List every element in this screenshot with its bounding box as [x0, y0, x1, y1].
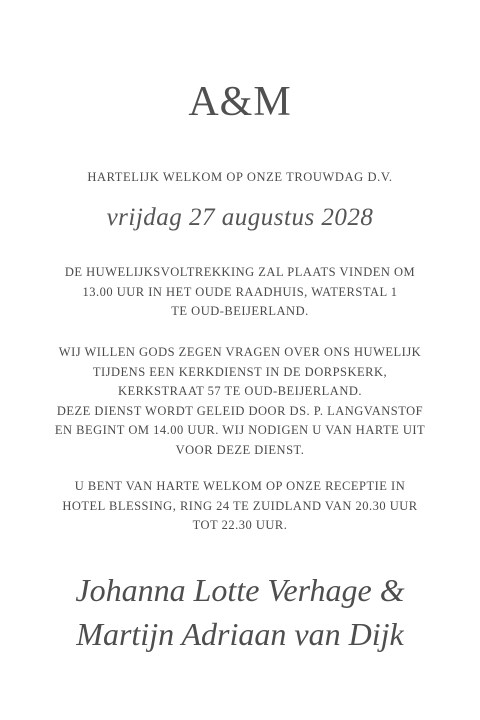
reception-paragraph — [20, 477, 460, 536]
church-line: VOOR DEZE DIENST. — [175, 442, 305, 457]
wedding-date: vrijdag 27 augustus 2028 — [106, 204, 374, 231]
church-paragraph — [20, 343, 460, 460]
church-line: TIJDENS EEN KERKDIENST IN DE DORPSKERK, — [92, 364, 388, 379]
groom-name: Martijn Adriaan van Dijk — [76, 616, 404, 652]
reception-line: HOTEL BLESSING, RING 24 TE ZUIDLAND VAN 20.30 UUR — [62, 498, 418, 513]
ceremony-line: DE HUWELIJKSVOLTREKKING ZAL PLAATS VINDEN OM — [64, 265, 416, 279]
church-line: KERKSTRAAT 57 TE OUD-BEIJERLAND. — [117, 384, 362, 398]
church-line: DEZE DIENST WORDT GELEID DOOR DS. P. LANGVANSTOF — [56, 403, 424, 418]
monogram: A&M — [188, 79, 292, 125]
ceremony-line: TE OUD-BEIJERLAND. — [171, 304, 309, 318]
ceremony-paragraph — [20, 263, 460, 322]
ceremony-line: 13.00 UUR IN HET OUDE RAADHUIS, WATERSTAL 1 — [82, 284, 398, 299]
reception-line: TOT 22.30 UUR. — [192, 518, 288, 532]
couple-names — [0, 568, 480, 656]
church-line: WIJ WILLEN GODS ZEGEN VRAGEN OVER ONS HUWELIJK — [58, 345, 422, 359]
welcome-text: HARTELIJK WELKOM OP ONZE TROUWDAG D.V. — [87, 170, 393, 184]
reception-line: U BENT VAN HARTE WELKOM OP ONZE RECEPTIE IN — [74, 479, 406, 493]
bride-name: Johanna Lotte Verhage & — [75, 572, 405, 608]
church-line: EN BEGINT OM 14.00 UUR. WIJ NODIGEN U VAN HARTE UIT — [54, 423, 426, 437]
